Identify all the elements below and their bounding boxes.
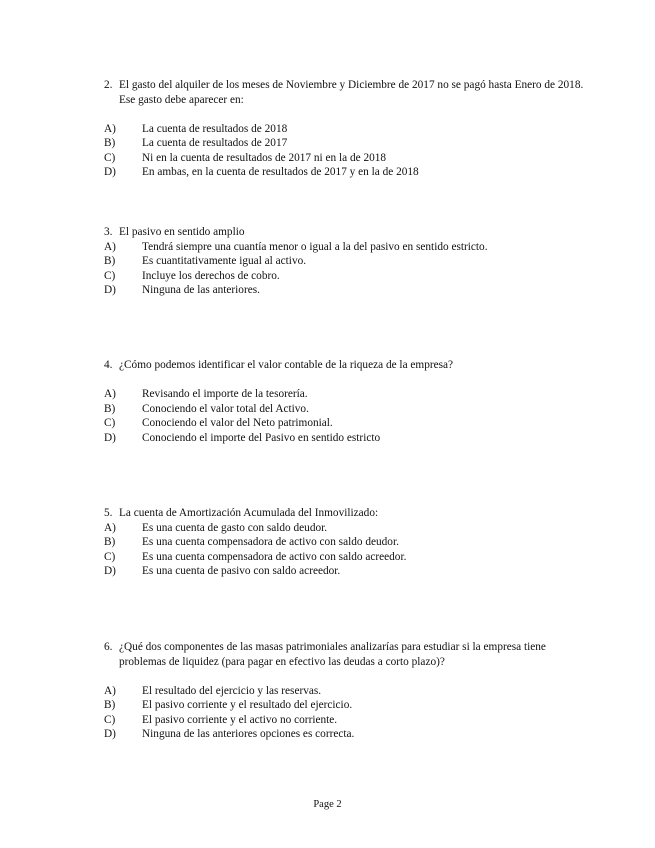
option-d [104, 283, 604, 298]
option-text: Tendrá siempre una cuantía menor o igual a la del pasivo en sentido estricto. [142, 240, 488, 253]
options-list [104, 240, 604, 298]
option-letter: D) [104, 565, 116, 577]
question-number: 3. [104, 226, 113, 238]
option-a [104, 240, 604, 255]
option-b [104, 254, 604, 269]
option-letter: C) [104, 269, 116, 282]
option-text: Ninguna de las anteriores opciones es correcta. [142, 728, 355, 740]
option-c [104, 713, 604, 728]
option-d [104, 165, 604, 180]
option-letter: C) [104, 550, 116, 563]
option-letter: C) [104, 713, 116, 726]
option-text: La cuenta de resultados de 2018 [142, 122, 288, 135]
option-b [104, 136, 604, 151]
option-c [104, 550, 604, 565]
question-text: El gasto del alquiler de los meses de Noviembre y Diciembre de 2017 no se pagó hasta Enero de 2018. Ese gasto debe aparecer en: [119, 79, 584, 106]
option-c [104, 416, 604, 431]
question-5 [104, 506, 604, 579]
question-4 [104, 358, 604, 445]
option-text: Es cuantitativamente igual al activo. [142, 255, 307, 267]
option-letter: D) [104, 284, 116, 296]
option-letter: A) [104, 521, 116, 534]
option-b [104, 535, 604, 550]
question-number: 4. [104, 359, 113, 371]
option-c [104, 269, 604, 284]
option-a [104, 387, 604, 402]
option-letter: B) [104, 402, 116, 415]
option-letter: B) [104, 255, 116, 267]
option-b [104, 698, 604, 713]
option-a [104, 684, 604, 699]
option-letter: C) [104, 151, 116, 164]
option-a [104, 122, 604, 137]
option-text: El pasivo corriente y el activo no corriente. [142, 713, 338, 726]
option-letter: C) [104, 417, 116, 429]
option-letter: D) [104, 728, 116, 740]
option-text: Es una cuenta compensadora de activo con saldo deudor. [142, 536, 399, 548]
option-text: Conociendo el valor del Neto patrimonial. [142, 417, 333, 429]
option-letter: D) [104, 166, 116, 178]
page-number: Page 2 [313, 799, 342, 810]
question-text: La cuenta de Amortización Acumulada del Inmovilizado: [119, 507, 379, 519]
option-letter: B) [104, 536, 116, 548]
option-text: En ambas, en la cuenta de resultados de 2017 y en la de 2018 [142, 166, 419, 178]
option-text: Ni en la cuenta de resultados de 2017 ni en la de 2018 [142, 151, 387, 164]
question-6 [104, 640, 604, 742]
option-text: Es una cuenta compensadora de activo con saldo acreedor. [142, 550, 407, 563]
option-text: Revisando el importe de la tesorería. [142, 388, 308, 400]
options-list [104, 122, 604, 180]
option-text: La cuenta de resultados de 2017 [142, 137, 288, 149]
option-text: Ninguna de las anteriores. [142, 284, 260, 296]
question-2 [104, 78, 604, 180]
option-text: El pasivo corriente y el resultado del ejercicio. [142, 699, 353, 711]
option-text: Incluye los derechos de cobro. [142, 269, 280, 282]
question-text: ¿Cómo podemos identificar el valor contable de la riqueza de la empresa? [119, 359, 454, 371]
question-3 [104, 225, 604, 298]
options-list [104, 684, 604, 742]
option-letter: D) [104, 431, 116, 444]
option-text: Es una cuenta de gasto con saldo deudor. [142, 521, 328, 534]
option-text: El resultado del ejercicio y las reservas. [142, 684, 322, 697]
question-number: 6. [104, 641, 113, 653]
option-letter: B) [104, 699, 116, 711]
option-text: Es una cuenta de pasivo con saldo acreedor. [142, 565, 341, 577]
question-number: 2. [104, 79, 113, 91]
question-text: El pasivo en sentido amplio [119, 226, 245, 238]
option-letter: A) [104, 240, 116, 253]
options-list [104, 521, 604, 579]
option-letter: A) [104, 122, 116, 135]
option-letter: A) [104, 388, 116, 400]
option-c [104, 151, 604, 166]
option-text: Conociendo el valor total del Activo. [142, 402, 309, 415]
option-d [104, 564, 604, 579]
option-letter: A) [104, 684, 116, 697]
options-list [104, 387, 604, 445]
option-text: Conociendo el importe del Pasivo en sentido estricto [142, 431, 381, 444]
option-b [104, 402, 604, 417]
option-a [104, 521, 604, 536]
option-d [104, 727, 604, 742]
question-text: ¿Qué dos componentes de las masas patrimoniales analizarías para estudiar si la empresa tiene problemas de liquidez (para pagar en efectivo las deudas a corto plazo)? [119, 641, 546, 668]
option-letter: B) [104, 137, 116, 149]
question-number: 5. [104, 507, 113, 519]
option-d [104, 431, 604, 446]
